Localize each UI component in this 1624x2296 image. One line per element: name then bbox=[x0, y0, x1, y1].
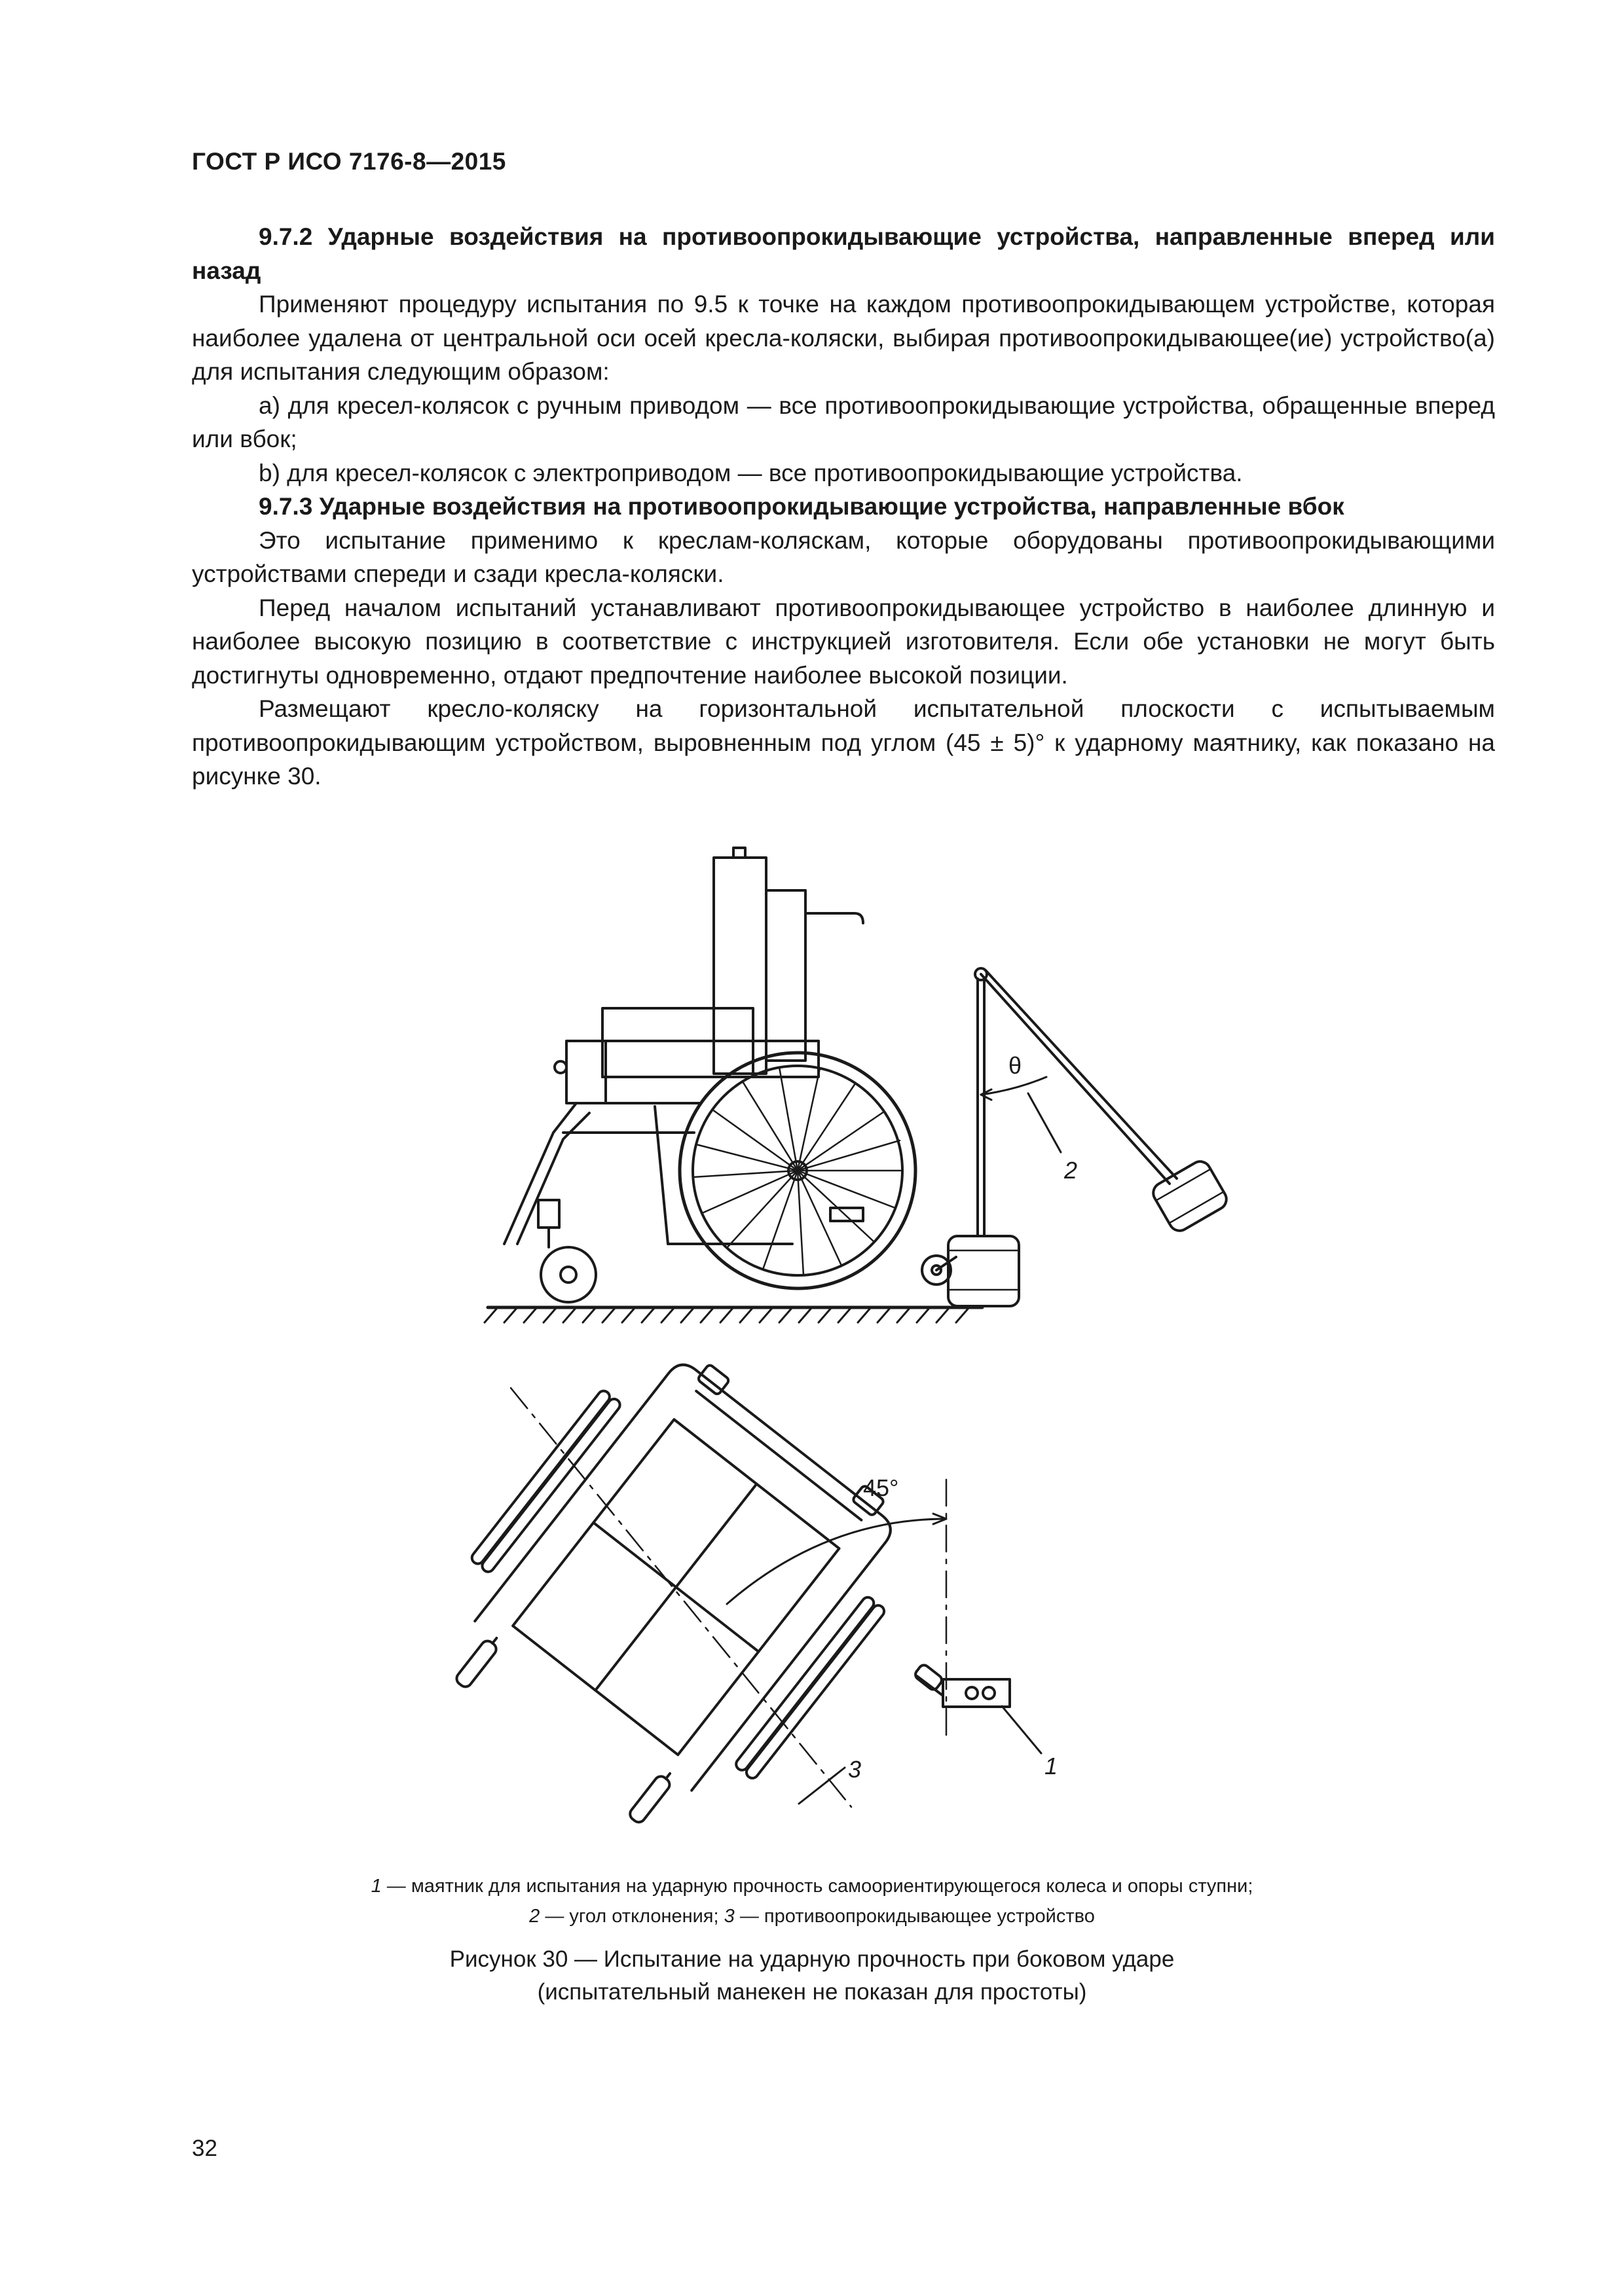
label-3: 3 bbox=[848, 1756, 862, 1783]
paragraph: Размещают кресло-коляску на горизонтальной испытательной плоскости с испытываемым противоопрокидывающим устройством, выровненным под углом (45 ± 5)° к ударному маятнику, как показано на рисунке 30. bbox=[192, 695, 1495, 790]
paragraph: Это испытание применимо к креслам-коляскам, которые оборудованы противоопрокидывающими устройствами спереди и сзади кресла-коляски. bbox=[192, 526, 1495, 587]
angle-label: 45° bbox=[863, 1474, 899, 1501]
section-heading-9-7-2: 9.7.2 Ударные воздействия на противоопрокидывающие устройства, направленные вперед или назад bbox=[192, 223, 1495, 284]
label-1: 1 bbox=[1044, 1753, 1058, 1779]
legend-line-1: 1 — маятник для испытания на ударную прочность самоориентирующегося колеса и опоры ступни; bbox=[371, 1876, 1253, 1897]
paragraph: Применяют процедуру испытания по 9.5 к точке на каждом противоопрокидывающем устройстве, которая наиболее удалена от центральной оси осей кресла-коляски, выбирая противоопрокидывающее(ие) устройство(а) для испытания следующим образом: bbox=[192, 291, 1495, 385]
legend-line-2: 2 — угол отклонения; 3 — противоопрокидывающее устройство bbox=[529, 1906, 1095, 1927]
theta-label: θ bbox=[1008, 1052, 1022, 1079]
list-item-a: a) для кресел-колясок с ручным приводом — все противоопрокидывающие устройства, обращенные вперед или вбок; bbox=[192, 392, 1495, 452]
section-heading-9-7-3: 9.7.3 Ударные воздействия на противоопрокидывающие устройства, направленные вбок bbox=[259, 493, 1344, 520]
label-2: 2 bbox=[1064, 1157, 1078, 1184]
wheelchair-side-view bbox=[485, 848, 1230, 1322]
wheelchair-top-view bbox=[405, 1322, 1058, 1846]
ground-hatching bbox=[485, 1307, 969, 1322]
paragraph: Перед началом испытаний устанавливают противоопрокидывающее устройство в наиболее длинную и наиболее высокую позицию в соответствие с инструкцией изготовителя. Если обе установки не могут быть достигнуты одновременно, отдают предпочтение наиболее высокой позиции. bbox=[192, 594, 1495, 689]
figure-legend bbox=[0, 1871, 1624, 1931]
list-item-b: b) для кресел-колясок с электроприводом — все противоопрокидывающие устройства. bbox=[259, 459, 1243, 486]
figure-30-drawing bbox=[0, 825, 1624, 1846]
document-header: ГОСТ Р ИСО 7176-8—2015 bbox=[192, 148, 506, 175]
page-number: 32 bbox=[192, 2136, 217, 2161]
body-text bbox=[192, 220, 1495, 793]
figure-title: Рисунок 30 — Испытание на ударную прочность при боковом ударе (испытательный манекен не показан для простоты) bbox=[449, 1946, 1175, 2005]
